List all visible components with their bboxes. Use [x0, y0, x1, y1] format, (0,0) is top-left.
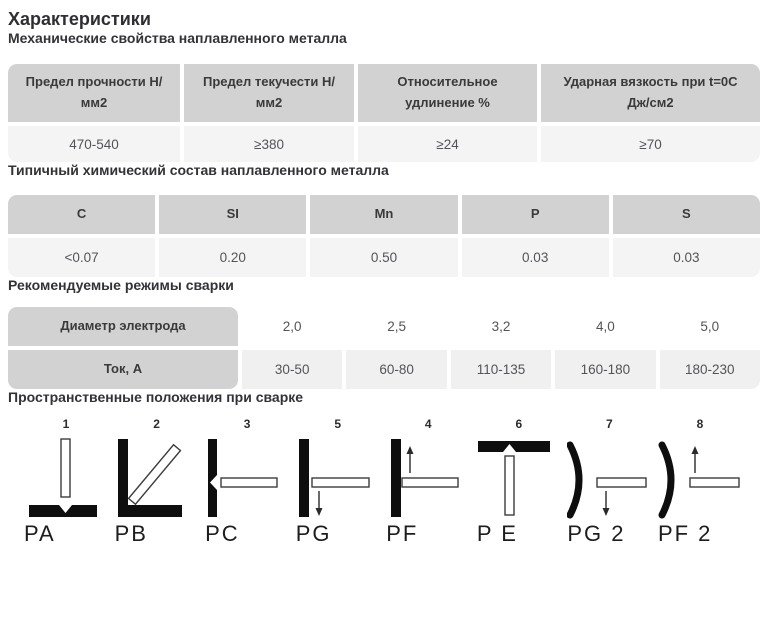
weld-position-flat-icon: [24, 433, 108, 519]
mech-col-header-tensile: Предел прочности Н/мм2: [8, 64, 180, 122]
mech-col-header-impact: Ударная вязкость при t=0C Дж/см2: [541, 64, 760, 122]
position-number: 5: [334, 417, 342, 431]
position-number: 7: [606, 417, 613, 431]
chem-value-s: 0.03: [613, 238, 760, 277]
position-number: 1: [62, 417, 70, 431]
chem-value-p: 0.03: [462, 238, 609, 277]
mechanical-properties-table: [8, 64, 760, 162]
modes-current-value: 30-50: [242, 350, 342, 389]
weld-position-vertical-down-icon: [296, 433, 380, 519]
chem-col-header-s: S: [613, 195, 760, 234]
position-label: PF 2: [657, 521, 713, 546]
modes-diameter-value: 3,2: [491, 319, 511, 334]
chem-value-si: 0.20: [159, 238, 306, 277]
chem-col-header-p: P: [462, 195, 609, 234]
modes-row-header-current: Ток, А: [8, 350, 238, 389]
welding-positions-diagrams: [8, 406, 760, 546]
mech-value-impact: ≥70: [541, 126, 760, 162]
chem-col-header-mn: Mn: [310, 195, 457, 234]
position-pg: [294, 417, 382, 546]
position-label: PA: [24, 521, 56, 546]
chem-value-c: <0.07: [8, 238, 155, 277]
mech-col-header-yield: Предел текучести Н/мм2: [184, 64, 354, 122]
modes-diameter-value: 5,0: [700, 319, 720, 334]
weld-position-pipe-down-icon: [567, 433, 651, 519]
chem-col-header-c: C: [8, 195, 155, 234]
chemical-section-heading: Типичный химический состав наплавленного металла: [8, 162, 389, 178]
position-pb: [113, 417, 201, 546]
positions-section-heading: Пространственные положения при сварке: [8, 389, 304, 405]
weld-position-pipe-up-icon: [658, 433, 742, 519]
modes-current-value: 110-135: [451, 350, 551, 389]
position-number: 2: [153, 417, 160, 431]
position-pa: [22, 417, 110, 546]
position-number: 8: [696, 417, 704, 431]
position-label: P E: [476, 521, 518, 546]
position-pc: [203, 417, 291, 546]
weld-position-vertical-up-icon: [386, 433, 470, 519]
modes-diameter-value: 2,0: [282, 319, 302, 334]
welding-modes-table: [8, 307, 760, 389]
weld-position-horizontal-fillet-icon: [115, 433, 199, 519]
weld-position-horizontal-butt-icon: [205, 433, 289, 519]
position-label: PF: [386, 521, 419, 546]
position-pf: [384, 417, 472, 546]
mech-value-tensile: 470-540: [8, 126, 180, 162]
position-label: PB: [114, 521, 148, 546]
position-pf2: [656, 417, 744, 546]
modes-section-heading: Рекомендуемые режимы сварки: [8, 277, 234, 293]
chem-value-mn: 0.50: [310, 238, 457, 277]
modes-current-value: 180-230: [660, 350, 760, 389]
page-title: Характеристики: [8, 9, 151, 29]
position-label: PC: [205, 521, 240, 546]
position-label: PG: [295, 521, 332, 546]
chem-col-header-si: SI: [159, 195, 306, 234]
position-label: PG 2: [567, 521, 626, 546]
mech-col-header-elongation: Относительное удлинение %: [358, 64, 537, 122]
position-number: 6: [515, 417, 523, 431]
position-number: 4: [424, 417, 432, 431]
modes-current-value: 60-80: [346, 350, 446, 389]
mech-value-elongation: ≥24: [358, 126, 537, 162]
chemical-composition-table: [8, 195, 760, 277]
position-pe: [475, 417, 563, 546]
mechanical-section-heading: Механические свойства наплавленного металла: [8, 30, 347, 46]
modes-diameter-value: 4,0: [596, 319, 615, 334]
position-number: 3: [243, 417, 251, 431]
modes-current-value: 160-180: [555, 350, 655, 389]
weld-position-overhead-icon: [477, 433, 561, 519]
modes-row-header-diameter: Диаметр электрода: [8, 307, 238, 346]
position-pg2: [565, 417, 653, 546]
modes-diameter-value: 2,5: [387, 319, 406, 334]
mech-value-yield: ≥380: [184, 126, 354, 162]
